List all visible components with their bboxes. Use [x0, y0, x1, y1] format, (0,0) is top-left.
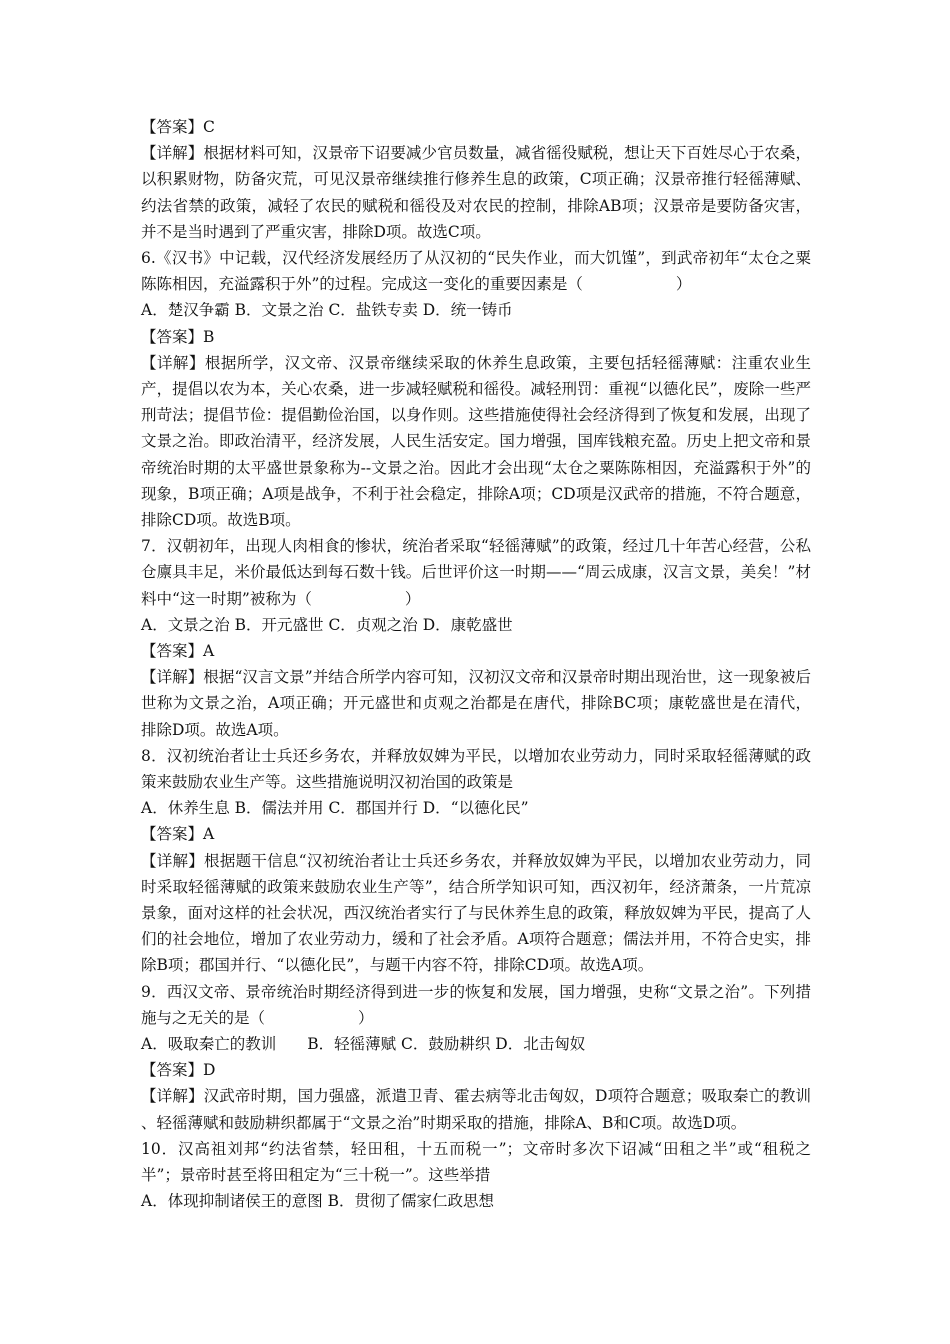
options-q10: A．体现抑制诸侯王的意图 B．贯彻了儒家仁政思想 — [141, 1192, 495, 1211]
question-q6: 6.《汉书》中记载，汉代经济发展经历了从汉初的“民失作业，而大饥馑”，到武帝初年“太仓之粟陈陈相因，充溢露积于外”的过程。完成这一变化的重要因素是（ ） — [141, 249, 811, 294]
options-q9: A．吸取秦亡的教训 B．轻徭薄赋 C．鼓励耕织 D．北击匈奴 — [141, 1035, 586, 1053]
question-q7: 7．汉朝初年，出现人肉相食的惨状，统治者采取“轻徭薄赋”的政策，经过几十年苦心经营，公私仓廪具丰足，米价最低达到每石数十钱。后世评价这一时期——“周云成康，汉言文景，美矣！”材料中“这一时期”被称为（ ） — [141, 537, 811, 608]
document-body — [141, 114, 811, 1214]
answer-q7: 【答案】A — [141, 642, 215, 660]
answer-q6: 【答案】B — [141, 327, 215, 346]
options-q7: A．文景之治 B．开元盛世 C．贞观之治 D．康乾盛世 — [141, 615, 513, 634]
question-q10: 10．汉高祖刘邦“约法省禁，轻田租，十五而税一”；文帝时多次下诏减“田租之半”或“租税之半”；景帝时甚至将田租定为“三十税一”。这些举措 — [141, 1139, 811, 1184]
analysis-q9: 【详解】汉武帝时期，国力强盛，派遣卫青、霍去病等北击匈奴，D项符合题意；吸取秦亡的教训 、轻徭薄赋和鼓励耕织都属于“文景之治”时期采取的措施，排除A、B和C项。故选D项。 — [141, 1087, 811, 1132]
analysis-q5: 【详解】根据材料可知，汉景帝下诏要减少官员数量，减省徭役赋税，想让天下百姓尽心于农桑，以积累财物，防备灾荒，可见汉景帝继续推行修养生息的政策，C项正确；汉景帝推行轻徭薄赋、约法省禁的政策，减轻了农民的赋税和徭役及对农民的控制，排除AB项；汉景帝是要防备灾害，并不是当时遇到了严重灾害，排除D项。故选C项。 — [141, 144, 811, 241]
analysis-q7: 【详解】根据“汉言文景”并结合所学内容可知，汉初汉文帝和汉景帝时期出现治世，这一现象被后世称为文景之治，A项正确；开元盛世和贞观之治都是在唐代，排除BC项；康乾盛世是在清代，排除D项。故选A项。 — [141, 668, 811, 739]
question-q8: 8．汉初统治者让士兵还乡务农，并释放奴婢为平民，以增加农业劳动力，同时采取轻徭薄赋的政策来鼓励农业生产等。这些措施说明汉初治国的政策是 — [141, 746, 811, 791]
answer-q9: 【答案】D — [141, 1061, 216, 1080]
analysis-q8: 【详解】根据题干信息“汉初统治者让士兵还乡务农，并释放奴婢为平民，以增加农业劳动力，同时采取轻徭薄赋的政策来鼓励农业生产等”，结合所学知识可知，西汉初年，经济萧条，一片荒凉景象，面对这样的社会状况，西汉统治者实行了与民休养生息的政策，释放奴婢为平民，提高了人们的社会地位，增加了农业劳动力，缓和了社会矛盾。A项符合题意；儒法并用，不符合史实，排除B项；郡国并行、“以德化民”，与题干内容不符，排除CD项。故选A项。 — [141, 851, 811, 975]
analysis-q6: 【详解】根据所学，汉文帝、汉景帝继续采取的休养生息政策，主要包括轻徭薄赋：注重农业生产，提倡以农为本，关心农桑，进一步减轻赋税和徭役。减轻刑罚：重视“以德化民”，废除一些严刑苛法；提倡节俭：提倡勤俭治国，以身作则。这些措施使得社会经济得到了恢复和发展，出现了文景之治。即政治清平，经济发展，人民生活安定。国力增强，国库钱粮充盈。历史上把文帝和景帝统治时期的太平盛世景象称为--文景之治。因此才会出现“太仓之粟陈陈相因，充溢露积于外”的现象，B项正确；A项是战争，不利于社会稳定，排除A项；CD项是汉武帝的措施，不符合题意，排除CD项。故选B项。 — [141, 353, 811, 529]
options-q6: A．楚汉争霸 B．文景之治 C．盐铁专卖 D．统一铸币 — [141, 301, 513, 320]
answer-q5: 【答案】C — [141, 118, 215, 136]
answer-q8: 【答案】A — [141, 825, 215, 844]
options-q8: A．休养生息 B．儒法并用 C．郡国并行 D．“以德化民” — [141, 799, 529, 818]
question-q9: 9．西汉文帝、景帝统治时期经济得到进一步的恢复和发展，国力增强，史称“文景之治”。下列措施与之无关的是（ ） — [141, 982, 811, 1027]
